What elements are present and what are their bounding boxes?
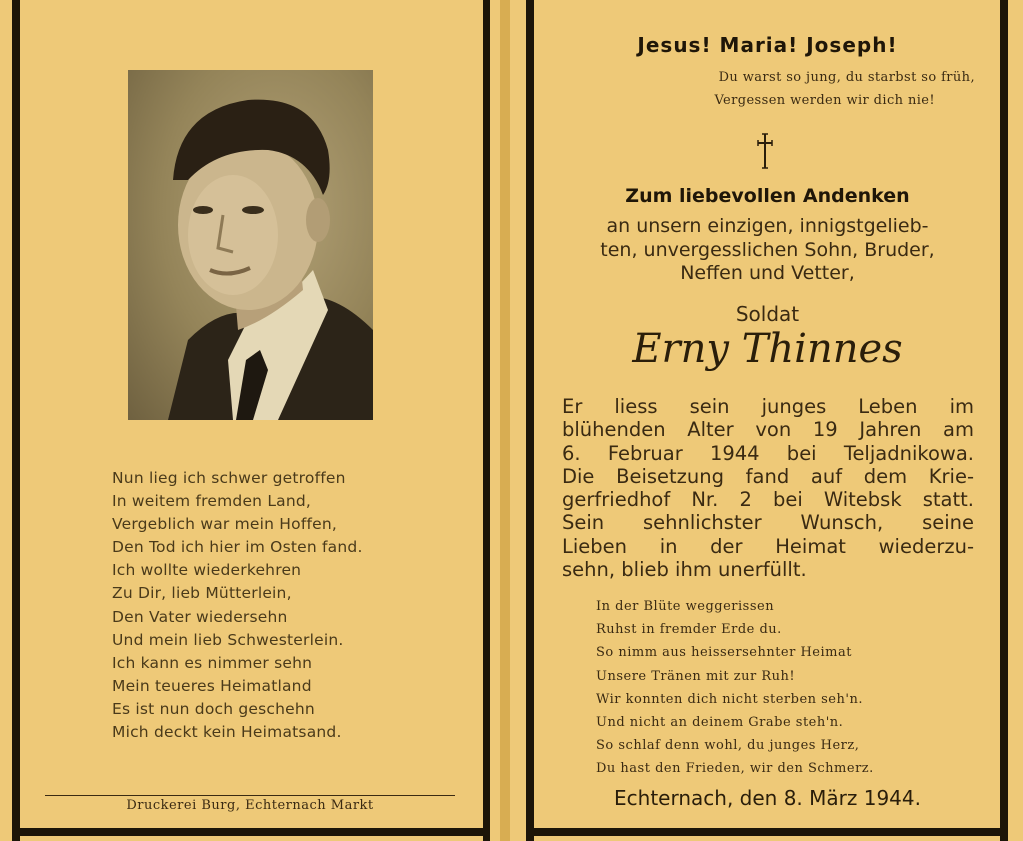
- poem-line: In der Blüte weggerissen: [596, 599, 775, 614]
- poem-line: Und mein lieb Schwesterlein.: [112, 630, 344, 649]
- mourning-border-right: [483, 0, 490, 841]
- obituary-line: 6. Februar 1944 bei Teljadnikowa.: [562, 441, 974, 465]
- poem-line: Ruhst in fremder Erde du.: [596, 622, 782, 638]
- poem-line: Mein teueres Heimatland: [112, 676, 312, 695]
- poem-line: Vergeblich war mein Hoffen,: [112, 515, 338, 534]
- left-page: [0, 0, 500, 841]
- mourning-border-left: [12, 0, 20, 841]
- deceased-name: Erny Thinnes: [632, 326, 903, 372]
- obituary-line: blühenden Alter von 19 Jahren am: [562, 418, 974, 442]
- motto-line: Vergessen werden wir dich nie!: [714, 93, 935, 108]
- mourning-border-left: [526, 0, 534, 841]
- poem-line: Den Tod ich hier im Osten fand.: [112, 538, 363, 557]
- poem-right: [596, 595, 956, 781]
- printer-credit: Druckerei Burg, Echternach Markt: [126, 798, 374, 813]
- invocation: Jesus! Maria! Joseph!: [637, 33, 898, 57]
- place-and-date: Echternach, den 8. März 1944.: [614, 786, 921, 810]
- mourning-border-bottom: [526, 828, 1008, 836]
- mourning-border-bottom: [12, 828, 490, 836]
- poem-line: Ich kann es nimmer sehn: [112, 653, 313, 672]
- dedication-line: an unsern einzigen, innigstgelieb-: [606, 215, 929, 237]
- poem-line: Du hast den Frieden, wir den Schmerz.: [596, 761, 874, 777]
- poem-line: In weitem fremden Land,: [112, 492, 312, 511]
- poem-line: Unsere Tränen mit zur Ruh!: [596, 668, 796, 684]
- poem-line: Es ist nun doch geschehn: [112, 699, 315, 718]
- obituary-line: Die Beisetzung fand auf dem Krie-: [562, 464, 974, 488]
- poem-line: Und nicht an deinem Grabe steh'n.: [596, 715, 844, 731]
- motto-line: Du warst so jung, du starbst so früh,: [718, 70, 975, 85]
- portrait-photo: [128, 70, 373, 420]
- rank: Soldat: [735, 302, 800, 326]
- poem-line: So nimm aus heissersehnter Heimat: [596, 645, 852, 661]
- cross-icon: [755, 133, 775, 169]
- obituary-line: Lieben in der Heimat wiederzu-: [562, 534, 974, 558]
- mourning-border-right: [1000, 0, 1008, 841]
- obituary-line: sehn, blieb ihm unerfüllt.: [562, 558, 807, 582]
- printer-divider: [45, 795, 455, 796]
- obituary-line: Sein sehnlichster Wunsch, seine: [562, 511, 974, 535]
- poem-line: Mich deckt kein Heimatsand.: [112, 723, 342, 742]
- poem-line: So schlaf denn wohl, du junges Herz,: [596, 738, 860, 754]
- obituary-text: [562, 395, 974, 581]
- obituary-line: gerfriedhof Nr. 2 bei Witebsk statt.: [562, 488, 974, 512]
- poem-line: Ich wollte wiederkehren: [112, 561, 302, 580]
- poem-line: Zu Dir, lieb Mütterlein,: [112, 584, 292, 603]
- poem-line: Wir konnten dich nicht sterben seh'n.: [596, 691, 863, 707]
- poem-left: [112, 467, 472, 744]
- dedication-line: ten, unvergesslichen Sohn, Bruder,: [600, 239, 935, 261]
- memorial-heading: Zum liebevollen Andenken: [625, 185, 910, 207]
- poem-line: Nun lieg ich schwer getroffen: [112, 469, 346, 487]
- obituary-line: Er liess sein junges Leben im: [562, 395, 974, 418]
- poem-line: Den Vater wiedersehn: [112, 607, 288, 626]
- dedication-line: Neffen und Vetter,: [680, 262, 855, 284]
